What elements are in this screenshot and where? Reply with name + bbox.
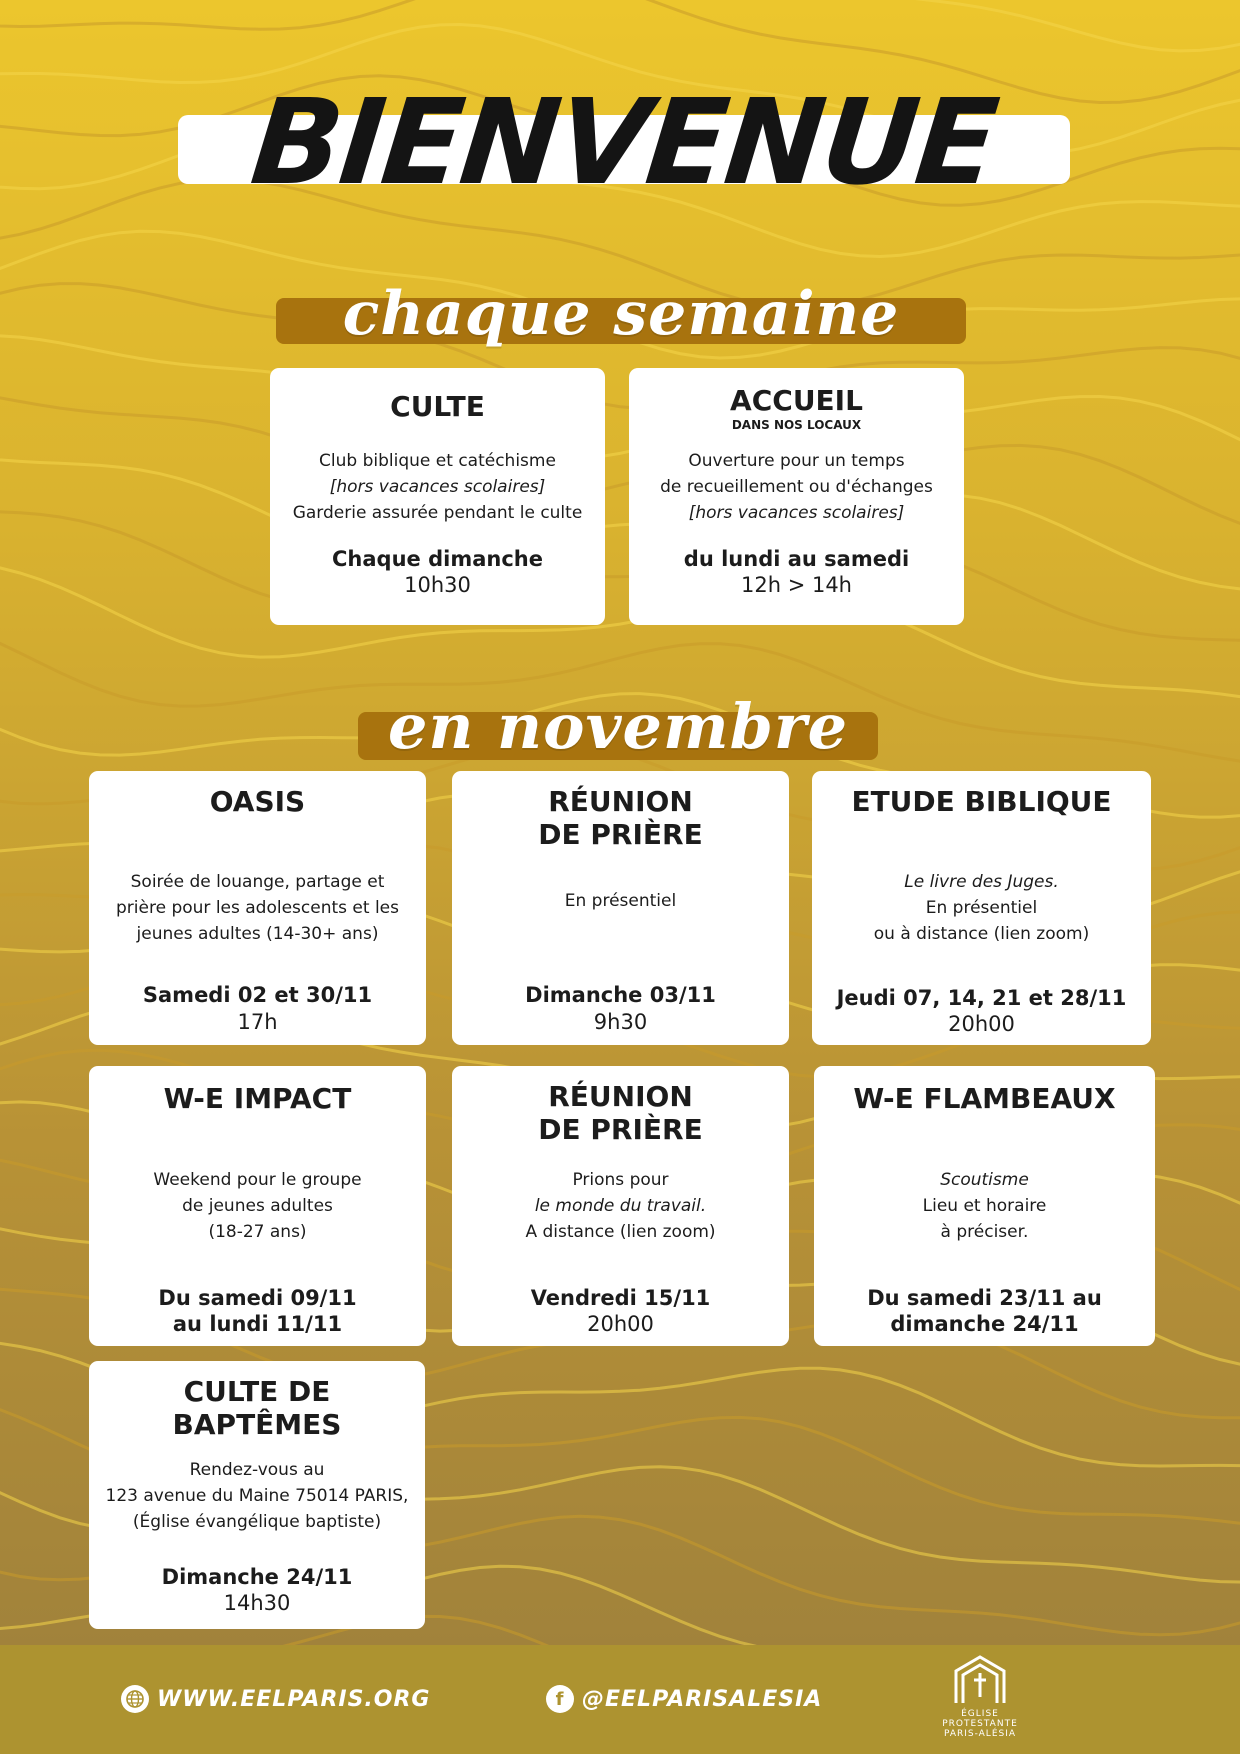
event-card-oasis [89,771,426,1045]
card-date: Du samedi 23/11 au dimanche 24/11 [867,1286,1102,1336]
card-title: RÉUNION DE PRIÈRE [538,1080,703,1146]
facebook-text: @EELPARISALESIA [582,1686,823,1712]
card-subtitle: DANS NOS LOCAUX [731,418,862,432]
event-card-reunion-priere-2 [452,1066,789,1346]
wave-line [0,336,1240,459]
card-time: 10h30 [404,573,471,597]
card-date: Samedi 02 et 30/11 [142,983,373,1007]
card-title: CULTE DE BAPTÊMES [172,1375,342,1441]
card-description: Club biblique et catéchisme [hors vacances scolaires] Garderie assurée pendant le culte [292,451,583,523]
card-description: Rendez-vous au 123 avenue du Maine 75014 PARIS, (Église évangélique baptiste) [105,1460,409,1532]
church-logo-icon [950,1653,1010,1705]
card-description: Scoutisme Lieu et horaire à préciser. [922,1170,1047,1242]
card-date: Jeudi 07, 14, 21 et 28/11 [836,986,1127,1010]
card-description: Soirée de louange, partage et prière pour les adolescents et les jeunes adultes (14-30+ ans) [116,872,399,944]
card-title: RÉUNION DE PRIÈRE [538,785,703,851]
church-logo [935,1653,1025,1748]
card-title: ETUDE BIBLIQUE [851,785,1112,818]
card-title: ACCUEIL [730,384,863,417]
section-title-weekly: chaque semaine [342,279,900,349]
card-time: 20h00 [948,1012,1015,1036]
globe-icon [121,1685,149,1713]
event-card-we-impact [89,1066,426,1346]
event-card-we-flambeaux [814,1066,1155,1346]
card-date: Dimanche 03/11 [525,983,716,1007]
card-title: CULTE [390,390,485,423]
card-description: En présentiel [564,891,677,911]
event-card-reunion-priere-1 [452,771,789,1045]
section-title-month: en novembre [387,690,849,763]
event-card-etude-biblique [812,771,1151,1045]
card-description: Le livre des Juges. En présentiel ou à distance (lien zoom) [873,872,1090,944]
card-time: 20h00 [587,1312,654,1336]
card-title: W-E IMPACT [163,1082,352,1115]
card-date: Chaque dimanche [332,547,543,571]
logo-text-1: ÉGLISE [961,1709,999,1719]
card-title: W-E FLAMBEAUX [853,1082,1116,1115]
website-text: WWW.EELPARIS.ORG [157,1686,431,1712]
footer [0,1645,1240,1754]
card-description: Prions pour le monde du travail. A distance (lien zoom) [525,1170,716,1242]
website-link[interactable] [121,1685,430,1713]
card-time: 9h30 [593,1010,648,1034]
card-date: du lundi au samedi [683,547,910,571]
card-time: 12h > 14h [740,573,852,597]
card-description: Weekend pour le groupe de jeunes adultes (18-27 ans) [153,1170,362,1242]
wave-line [0,455,1240,591]
wave-line [0,392,1240,536]
card-title: OASIS [209,785,306,818]
event-card-culte-baptemes [89,1361,425,1629]
card-description: Ouverture pour un temps de recueillement ou d'échanges [hors vacances scolaires] [660,451,933,523]
page-title: BIENVENUE [245,73,1003,211]
wave-line [0,562,1240,703]
card-time: 17h [237,1010,278,1034]
logo-text-3: PARIS-ALÉSIA [943,1729,1017,1739]
weekly-card-culte [270,368,605,625]
card-time: 14h30 [223,1591,291,1615]
facebook-link[interactable] [546,1685,822,1713]
card-date: Du samedi 09/11 au lundi 11/11 [158,1286,357,1336]
logo-text-2: PROTESTANTE [942,1719,1018,1729]
card-date: Dimanche 24/11 [161,1565,353,1589]
weekly-card-accueil [629,368,964,625]
facebook-icon: f [546,1685,574,1713]
card-date: Vendredi 15/11 [530,1286,711,1310]
